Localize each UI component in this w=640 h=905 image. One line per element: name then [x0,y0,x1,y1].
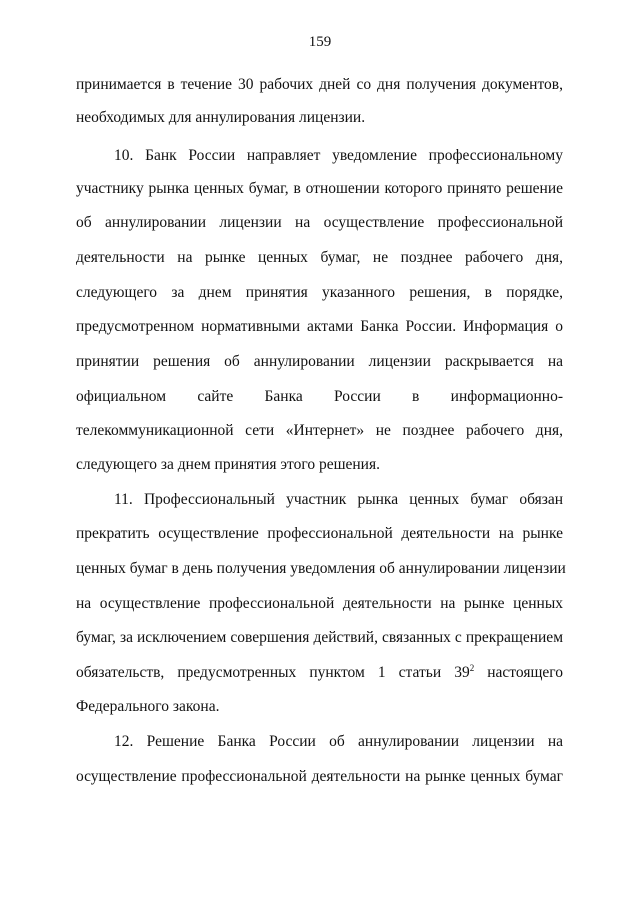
text-line: прекратить осуществление профессиональной деятельности на рынке [76,525,563,542]
text-line-with-superscript [76,664,563,682]
text-line: принимается в течение 30 рабочих дней со дня получения документов, [76,76,563,93]
text-line: официальном сайте Банка России в информационно- [76,388,563,405]
text-line: следующего за днем принятия указанного решения, в порядке, [76,284,563,301]
text-line: Федерального закона. [76,698,220,715]
paragraph-10-start: 10. Банк России направляет уведомление профессиональному [114,147,563,164]
superscript: 2 [469,662,475,673]
text-line: деятельности на рынке ценных бумаг, не позднее рабочего дня, [76,249,563,266]
text-line: участнику рынка ценных бумаг, в отношении которого принято решение [76,180,563,197]
text-line: бумаг, за исключением совершения действий, связанных с прекращением [76,629,563,646]
text-line: осуществление профессиональной деятельности на рынке ценных бумаг [76,768,563,785]
text-line: принятии решения об аннулировании лицензии раскрывается на [76,353,563,370]
text-line: телекоммуникационной сети «Интернет» не позднее рабочего дня, [76,422,563,439]
text-line: ценных бумаг в день получения уведомления об аннулировании лицензии [76,560,566,577]
text-line: необходимых для аннулирования лицензии. [76,109,366,126]
text-line: об аннулировании лицензии на осуществление профессиональной [76,214,563,231]
paragraph-12-start: 12. Решение Банка России об аннулировании лицензии на [114,733,563,750]
paragraph-11-start: 11. Профессиональный участник рынка ценных бумаг обязан [114,491,563,508]
text-fragment: обязательств, предусмотренных пунктом 1 статьи 39 [76,664,470,681]
text-line: предусмотренном нормативными актами Банка России. Информация о [76,318,563,335]
text-line: на осуществление профессиональной деятельности на рынке ценных [76,595,563,612]
page-number: 159 [308,34,332,50]
text-line: следующего за днем принятия этого решения. [76,456,380,473]
text-fragment: настоящего [474,664,563,681]
